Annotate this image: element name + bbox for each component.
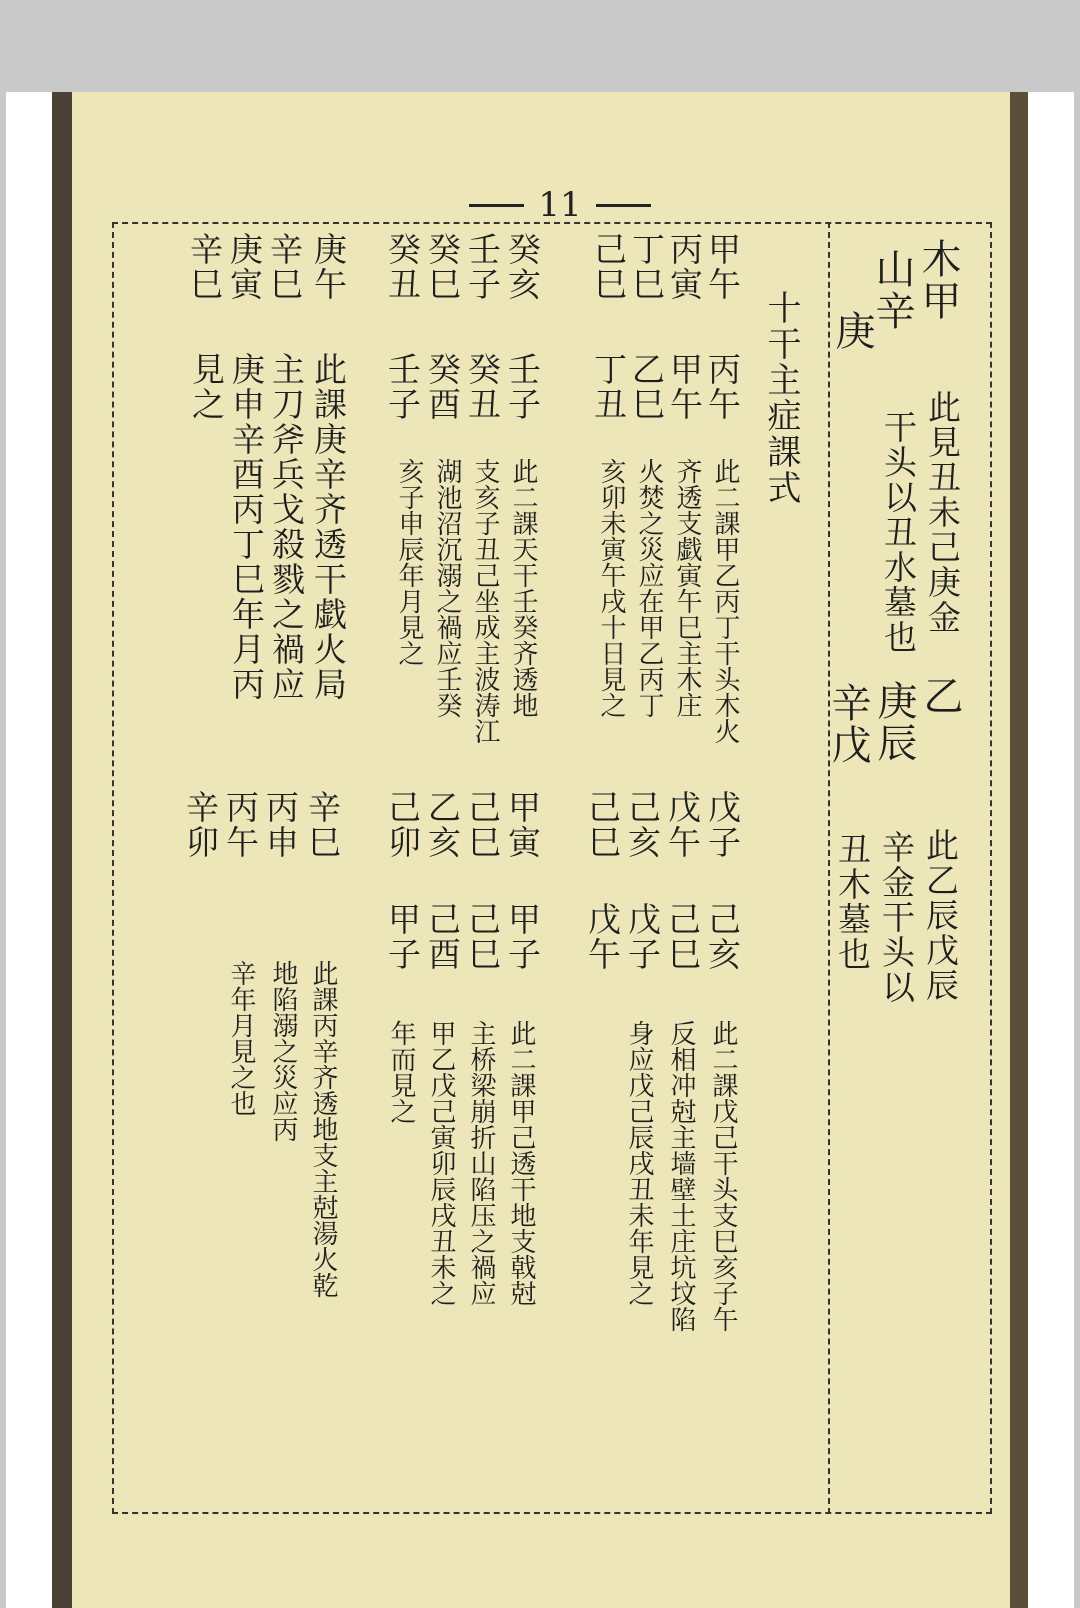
note-line: 主刀斧兵戈殺戮之禍应 (267, 352, 306, 702)
page-edge-shadow (1010, 92, 1028, 1608)
note-line: 齐透支戯寅午巳主木庄 (672, 458, 702, 718)
pillar: 乙亥 (423, 790, 462, 860)
note-line: 亥卯未寅午戌十日見之 (596, 458, 626, 718)
note-line: 支亥子丑己坐成主波涛江 (470, 458, 500, 744)
pillar: 辛卯 (181, 790, 220, 860)
mountain-line: 辛戊 (825, 682, 871, 766)
pillar: 辛巳 (303, 790, 342, 860)
pillar: 丙寅 (665, 232, 704, 302)
note-line: 地陷溺之災应丙 (268, 960, 298, 1142)
sub-pillar: 癸丑 (463, 352, 502, 422)
sub-pillar: 丁丑 (589, 352, 628, 422)
note-line: 辛年月見之也 (226, 960, 256, 1116)
note-line: 此二課戊己干头支巳亥子午 (708, 1020, 738, 1332)
pillar: 癸丑 (383, 232, 422, 302)
pillar: 壬子 (463, 232, 502, 302)
pillar: 己巳 (589, 232, 628, 302)
sub-pillar: 壬子 (503, 352, 542, 422)
sub-pillar: 乙巳 (627, 352, 666, 422)
section-title: 十干主症課式 (761, 290, 801, 506)
note-line: 此乙辰戊辰 (921, 828, 960, 1003)
pillar: 庚寅 (225, 232, 264, 302)
note-line: 庚申辛酉丙丁巳年月丙 (227, 352, 266, 702)
mountain-line: 木甲 (915, 238, 961, 322)
mountain-line: 乙 (917, 675, 963, 717)
note-line: 此二課天干壬癸齐透地 (508, 458, 538, 718)
mountain-line: 山辛 (869, 248, 915, 332)
note-line: 反相冲尅主墙壁土庄坑坟陷 (666, 1020, 696, 1332)
pillar: 辛巳 (185, 232, 224, 302)
page-number-dash-left (469, 204, 524, 207)
note-line: 辛金干头以 (877, 830, 916, 1005)
note-line: 此見丑未己庚金 (923, 390, 962, 635)
note-line: 見之 (187, 352, 226, 422)
page-number-value: 11 (538, 185, 582, 225)
binding-shadow (52, 92, 72, 1608)
note-line: 此二課甲己透干地支戟尅 (506, 1020, 536, 1306)
sub-pillar: 戊子 (623, 902, 662, 972)
note-line: 甲乙戊己寅卯辰戌丑未之 (426, 1020, 456, 1306)
pillar: 庚午 (309, 232, 348, 302)
pillar: 戊子 (703, 790, 742, 860)
pillar: 甲午 (703, 232, 742, 302)
note-line: 此二課甲乙丙丁干头木火 (710, 458, 740, 744)
pillar: 己巳 (583, 790, 622, 860)
pillar: 丁巳 (627, 232, 666, 302)
pillar: 己巳 (463, 790, 502, 860)
note-line: 身应戊己辰戌丑未年見之 (624, 1020, 654, 1306)
sub-pillar: 癸酉 (423, 352, 462, 422)
note-line: 干头以丑水墓也 (879, 410, 918, 655)
pillar: 癸巳 (423, 232, 462, 302)
note-line: 丑木墓也 (833, 832, 872, 972)
note-line: 主桥梁崩折山陷压之禍应 (466, 1020, 496, 1306)
note-line: 此課庚辛齐透干戯火局 (309, 352, 348, 702)
pillar: 甲寅 (503, 790, 542, 860)
mountain-line: 庚 (829, 310, 875, 352)
sub-pillar: 己酉 (423, 902, 462, 972)
sub-pillar: 壬子 (383, 352, 422, 422)
sub-pillar: 戊午 (583, 902, 622, 972)
pillar: 辛巳 (265, 232, 304, 302)
sub-pillar: 己亥 (703, 902, 742, 972)
sub-pillar: 己巳 (663, 902, 702, 972)
mountain-line: 庚辰 (871, 680, 917, 764)
pillar: 己亥 (623, 790, 662, 860)
pillar: 丙午 (221, 790, 260, 860)
note-line: 湖池沼沉溺之禍应壬癸 (432, 458, 462, 718)
note-line: 年而見之 (386, 1020, 416, 1124)
pillar: 戊午 (663, 790, 702, 860)
pillar: 癸亥 (503, 232, 542, 302)
sub-pillar: 甲午 (665, 352, 704, 422)
sub-pillar: 甲子 (503, 902, 542, 972)
note-line: 此課丙辛齐透地支主尅湯火乾 (308, 960, 338, 1298)
note-line: 亥子申辰年月見之 (394, 458, 424, 666)
pillar: 丙申 (261, 790, 300, 860)
pillar: 己卯 (383, 790, 422, 860)
sub-pillar: 丙午 (703, 352, 742, 422)
note-line: 火焚之災应在甲乙丙丁 (634, 458, 664, 718)
page-number-dash-right (596, 204, 651, 207)
column-divider (828, 222, 830, 1514)
sub-pillar: 己巳 (463, 902, 502, 972)
sub-pillar: 甲子 (383, 902, 422, 972)
